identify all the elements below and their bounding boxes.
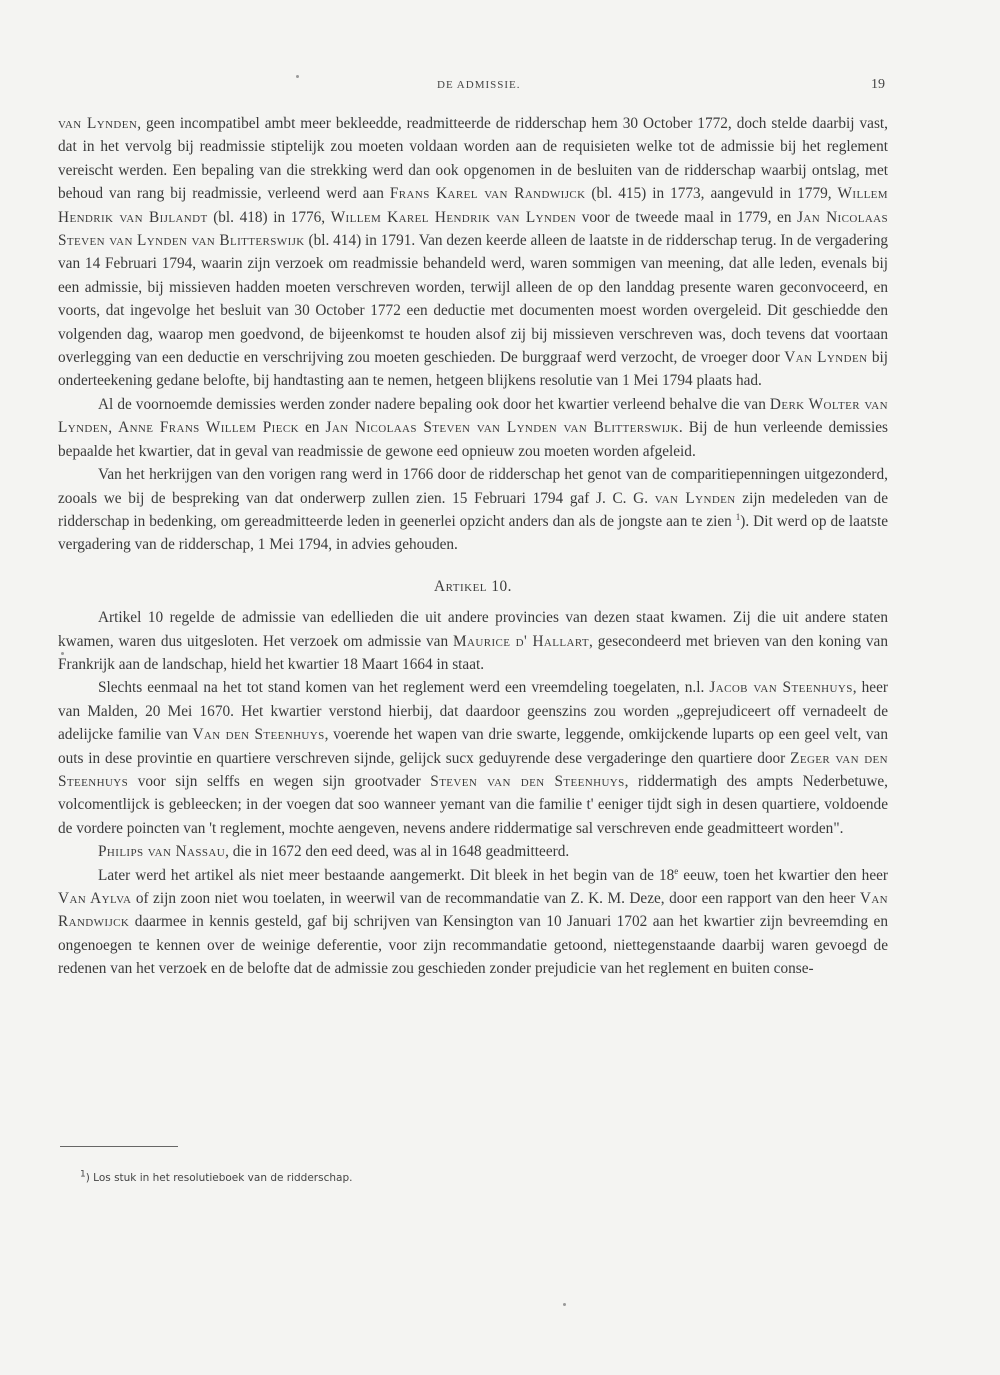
person-name: Derk Wolter van Lynden [58,395,888,437]
text-run: voor sijn selffs en wegen sijn grootvader [128,772,431,790]
person-name: Van den Steenhuys [192,726,325,744]
text-run: zijn medeleden van de ridderschap in bedenking, om gereadmitteerde leden in geenerlei opzicht anders dan als de jongste aan te zien [58,489,888,530]
paragraph-3 [58,463,888,557]
person-name: Jan Nicolaas Steven van Lynden van Blitterswijk [58,208,889,250]
print-speck [296,75,299,78]
text-run: Van het herkrijgen van den vorigen rang werd in 1766 door de ridderschap het genot van de comparitiepenningen uitgezonderd, zooals we bij de bespreking van dat onderwerp zullen zien. 15 Februari 1794 gaf J. C. G. [58,466,888,507]
text-run: , heer van Malden, 20 Mei 1670. Het kwartier verstond hierbij, dat daardoor geenszins zou worden „geprejudiceert off vernadeelt de adelijcke familie van [58,679,888,744]
text-run: bij onderteekening gedane belofte, bij handtasting aan te nemen, hetgeen blijkens resolutie van 1 Mei 1794 plaats had. [58,349,888,390]
superscript: e [674,865,679,876]
paragraph-4 [58,606,888,676]
paragraph-6 [58,840,888,863]
text-run: Artikel 10 regelde de admissie van edellieden die uit andere provincies van dezen staat kwamen. Zij die uit andere staten kwamen, waren dus uitgesloten. Het verzoek om admissie van [58,609,888,650]
text-run: , gesecondeerd met brieven van den koning van Frankrijk aan de landschap, hield het kwartier 18 Maart 1664 in staat. [58,632,888,673]
text-run: (bl. 414) in 1791. Van dezen keerde alleen de laatste in de ridderschap terug. In de vergadering van 14 Februari 1794, waarin zijn verzoek om readmissie behandeld werd, waren sommigen van meening, dat alle leden, evenals bij een admissie, bij missieven hadden moeten verschreven worden, terwijl alleen de op den landdag presente waren geconvoceerd, en voorts, dat ingevolge het besluit van 30 October 1772 een deductie met documenten moest worden overgeleid. Dit geschiedde den volgenden dag, waarop men goedvond, de bijeenkomst te houden alsof zij bij missieven verschreven was, doch tevens dat voortaan overlegging van een deductie en verschrijving zou moeten geschieden. De burggraaf werd verzocht, de vroeger door [58,232,888,367]
paragraph-2 [58,393,888,463]
text-run: of zijn zoon niet wou toelaten, in weerwil van de recommandatie van Z. K. M. Deze, door een rapport van den heer [131,890,860,907]
text-run: (bl. 415) in 1773, aangevuld in 1779, [585,185,838,203]
person-name: Van Aylva [58,890,132,907]
paragraph-7 [58,864,888,981]
person-name: Willem Karel Hendrik van Lynden [330,208,577,226]
print-speck [563,1303,566,1306]
text-run: Later werd het artikel als niet meer bestaande aangemerkt. Dit bleek in het begin van de 18 [98,866,675,884]
paragraph-1 [58,112,888,393]
section-heading: Artikel 10. [434,577,512,595]
body-text [58,112,888,981]
running-title: DE ADMISSIE. [437,79,521,91]
person-name: Van Randwijck [58,890,889,931]
footnote-divider [60,1146,178,1147]
person-name: Jan Nicolaas Steven van Lynden van Blitterswijk [325,419,679,437]
person-name: van Lynden [58,115,138,132]
person-name: Van Lynden [784,349,868,367]
print-speck [61,652,64,655]
text-run: voor de tweede maal in 1779, en [576,208,798,226]
text-run: . Bij de hun verleende demissies bepaalde het kwartier, dat in geval van readmissie de gewone eed opnieuw zou moeten worden afgeleid. [58,419,888,460]
text-run: eeuw, toen het kwartier den heer [678,866,888,884]
text-run: , voerende het wapen van drie swarte, leggende, omkijckende luparts op een geel velt, van outs in dese provintie en quartiere verschreven sijnde, gelijck sucx geduyrende dese vergaderinge den quartiere door [58,726,888,767]
person-name: van Lynden [654,489,736,507]
text-run: en [298,419,326,437]
text-run: , riddermatigh des ampts Nederbetuwe, volcomentlijck is gebleecken; in der voegen dat soo wanneer yemant van die familie t' eeniger tijdt sigh in desen quartiere, voldoende de vordere poincten van 't reglement, mochte aengeven, nevens andere riddermatige sal verschreven ende geadmitteert worden". [58,772,888,837]
text-run: ). Dit werd op de laatste vergadering van de ridderschap, 1 Mei 1794, in advies gehouden. [58,512,888,554]
page-number: 19 [871,77,885,92]
person-name: Jacob van Steenhuys [709,679,853,697]
person-name: Willem Hendrik van Bijlandt [58,185,888,226]
person-name: Maurice d' Hallart [453,632,590,650]
text-run: , die in 1672 den eed deed, was al in 1648 geadmitteerd. [225,843,570,861]
paragraph-5 [58,676,888,840]
person-name: Zeger van den Steenhuys [58,749,889,790]
text-run: Slechts eenmaal na het tot stand komen van het reglement werd een vreemdeling toegelaten, n.l. [98,679,710,697]
person-name: Philips van Nassau [98,843,226,861]
text-run: Al de voornoemde demissies werden zonder nadere bepaling ook door het kwartier verleend behalve die van [98,395,770,413]
footnote-marker: 1 [80,1169,86,1180]
footnote [80,1169,353,1184]
text-run: , geen incompatibel ambt meer bekleedde, readmitteerde de ridderschap hem 30 October 1772, doch stelde daarbij vast, dat in het vervolg bij readmissie stiptelijk zou moeten voldaan worden aan de requisieten welke tot de admissie bij het reglement vereischt werden. Een bepaling van die strekking werd dan ook opgenomen in de besluiten van de ridderschap waarbij ontslag, met behoud van rang bij readmissie, verleend werd aan [58,115,888,203]
text-run: , [108,419,119,437]
person-name: Anne Frans Willem Pieck [118,419,299,437]
person-name: Steven van den Steenhuys [430,772,625,790]
text-run: (bl. 418) in 1776, [207,208,331,226]
footnote-text: ) Los stuk in het resolutieboek van de ridderschap. [85,1172,353,1184]
text-run: daarmee in kennis gesteld, gaf bij schrijven van Kensington van 10 Januari 1702 aan het kwartier zijn bevreemding en ongenoegen te kennen over de weinige deferentie, voor zijn recommandatie getoond, niettegenstaande daarbij waren gevoegd de redenen van het verzoek en de belofte dat de admissie zou geschieden zonder prejudicie van het reglement en buiten conse- [58,913,888,978]
person-name: Frans Karel van Randwijck [389,185,586,203]
footnote-reference[interactable]: 1 [735,511,741,522]
